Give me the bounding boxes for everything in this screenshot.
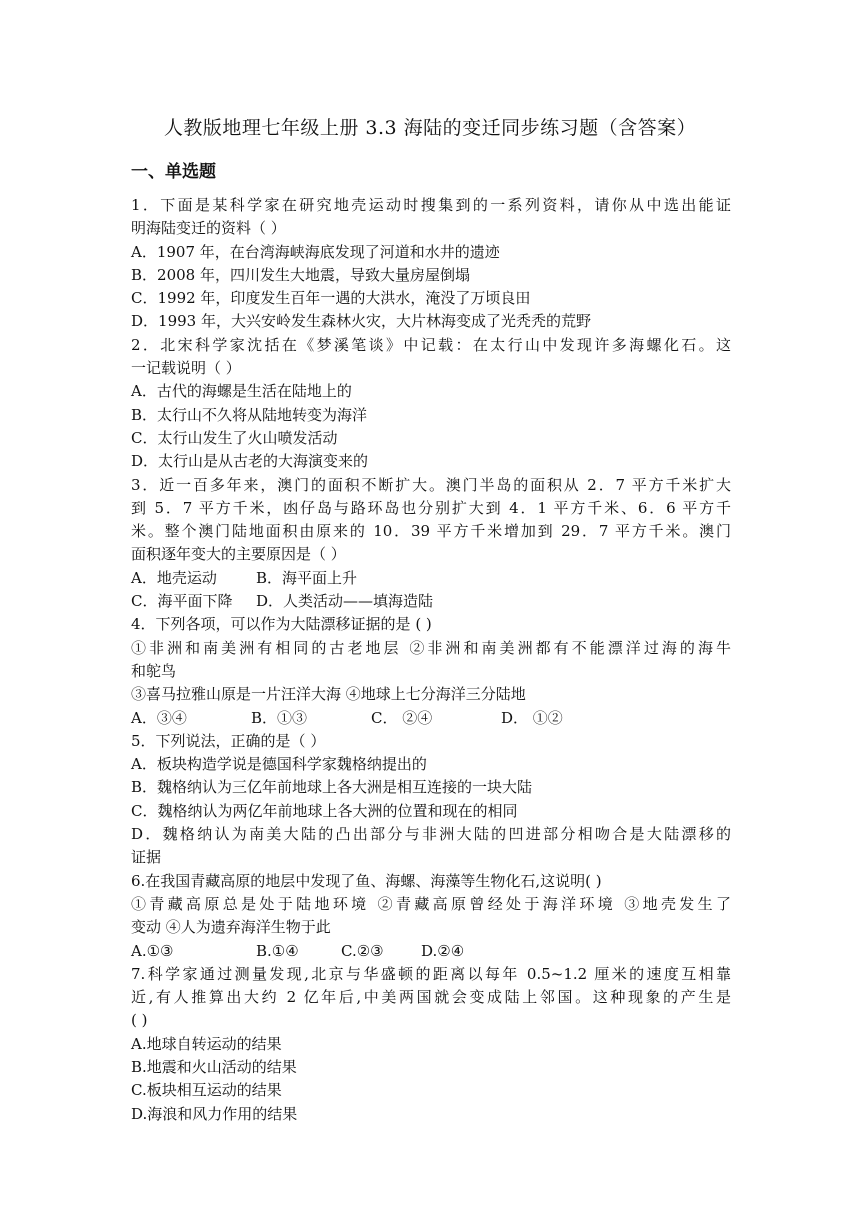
question-stem-line: 一记载说明（ ） (131, 359, 241, 378)
question-stem-line: 和鸵鸟 (131, 661, 177, 680)
answer-option: A．地壳运动 (131, 568, 217, 587)
answer-option-row (131, 707, 731, 730)
answer-option: D．1993 年，大兴安岭发生森林火灾，大片林海变成了光秃秃的荒野 (131, 312, 591, 331)
question-5 (131, 730, 731, 870)
question-stem-line: 2．北宋科学家沈括在《梦溪笔谈》中记载：在太行山中发现许多海螺化石。这 (131, 335, 731, 354)
question-2 (131, 334, 731, 474)
question-1 (131, 194, 731, 334)
answer-option: A．③④ (131, 708, 187, 727)
answer-option: A．板块构造学说是德国科学家魏格纳提出的 (131, 755, 427, 774)
question-stem-line: 变动 ④人为遗弃海洋生物于此 (131, 918, 331, 937)
answer-option: B.①④ (256, 941, 299, 960)
question-stem-line: 5．下列说法，正确的是（ ） (131, 731, 326, 750)
question-stem-line: 面积逐年变大的主要原因是（ ） (131, 545, 346, 564)
answer-option: B．①③ (251, 708, 308, 727)
section-heading: 一、单选题 (131, 162, 216, 182)
answer-option: C．1992 年，印度发生百年一遇的大洪水，淹没了万顷良田 (131, 289, 531, 308)
answer-option: D.海浪和风力作用的结果 (131, 1104, 298, 1123)
question-stem-line: 米。整个澳门陆地面积由原来的 10．39 平方千米增加到 29．7 平方千米。澳门 (131, 522, 731, 541)
questions-container (131, 194, 731, 1126)
question-stem-line: 4．下列各项，可以作为大陆漂移证据的是 ( ) (131, 615, 432, 634)
answer-option: D．太行山是从古老的大海演变来的 (131, 452, 369, 471)
question-stem-line: 近,有人推算出大约 2 亿年后,中美两国就会变成陆上邻国。这种现象的产生是 (131, 988, 731, 1007)
answer-option: C.②③ (341, 941, 384, 960)
answer-option-row (131, 940, 731, 963)
answer-option: B．海平面上升 (256, 568, 358, 587)
answer-option: C． ②④ (371, 708, 433, 727)
answer-option: A．古代的海螺是生活在陆地上的 (131, 382, 352, 401)
answer-option: B.地震和火山活动的结果 (131, 1057, 297, 1076)
question-stem-line: ①青藏高原总是处于陆地环境 ②青藏高原曾经处于海洋环境 ③地壳发生了 (131, 894, 731, 913)
question-stem-line: 1．下面是某科学家在研究地壳运动时搜集到的一系列资料，请你从中选出能证 (131, 196, 731, 214)
question-stem-line: ( ) (131, 1011, 148, 1030)
question-3 (131, 474, 731, 614)
document-title: 人教版地理七年级上册 3.3 海陆的变迁同步练习题（含答案） (163, 117, 697, 139)
question-7 (131, 963, 731, 1126)
question-stem-line: 6.在我国青藏高原的地层中发现了鱼、海螺、海藻等生物化石,这说明( ) (131, 871, 602, 890)
answer-option: A.①③ (131, 941, 174, 960)
answer-option: B．2008 年，四川发生大地震，导致大量房屋倒塌 (131, 265, 470, 284)
question-stem-line: 到 5．7 平方千米，凼仔岛与路环岛也分别扩大到 4．1 平方千米、6．6 平方千 (131, 498, 731, 517)
question-stem-line: ③喜马拉雅山原是一片汪洋大海 ④地球上七分海洋三分陆地 (131, 685, 526, 704)
answer-option: C．魏格纳认为两亿年前地球上各大洲的位置和现在的相同 (131, 801, 518, 820)
question-6 (131, 870, 731, 963)
question-4 (131, 613, 731, 729)
answer-option: D． ①② (501, 708, 563, 727)
answer-option-row (131, 590, 731, 613)
answer-option: D．魏格纳认为南美大陆的凸出部分与非洲大陆的凹进部分相吻合是大陆漂移的 (131, 825, 731, 844)
answer-option: 证据 (131, 848, 162, 867)
answer-option: D．人类活动——填海造陆 (256, 592, 434, 611)
question-stem-line: 明海陆变迁的资料（ ） (131, 219, 286, 238)
question-stem-line: 3．近一百多年来，澳门的面积不断扩大。澳门半岛的面积从 2．7 平方千米扩大 (131, 475, 731, 494)
answer-option: A.地球自转运动的结果 (131, 1034, 282, 1053)
question-stem-line: 7.科学家通过测量发现,北京与华盛顿的距离以每年 0.5~1.2 厘米的速度互相靠 (131, 964, 731, 983)
answer-option: C．太行山发生了火山喷发活动 (131, 428, 338, 447)
answer-option-row (131, 567, 731, 590)
answer-option: B．太行山不久将从陆地转变为海洋 (131, 405, 368, 424)
answer-option: D.②④ (421, 941, 465, 960)
answer-option: C.板块相互运动的结果 (131, 1081, 282, 1100)
question-stem-line: ①非洲和南美洲有相同的古老地层 ②非洲和南美洲都有不能漂洋过海的海牛 (131, 638, 731, 657)
answer-option: A．1907 年，在台湾海峡海底发现了河道和水井的遗迹 (131, 242, 500, 261)
answer-option: C．海平面下降 (131, 592, 233, 611)
answer-option: B．魏格纳认为三亿年前地球上各大洲是相互连接的一块大陆 (131, 778, 533, 797)
